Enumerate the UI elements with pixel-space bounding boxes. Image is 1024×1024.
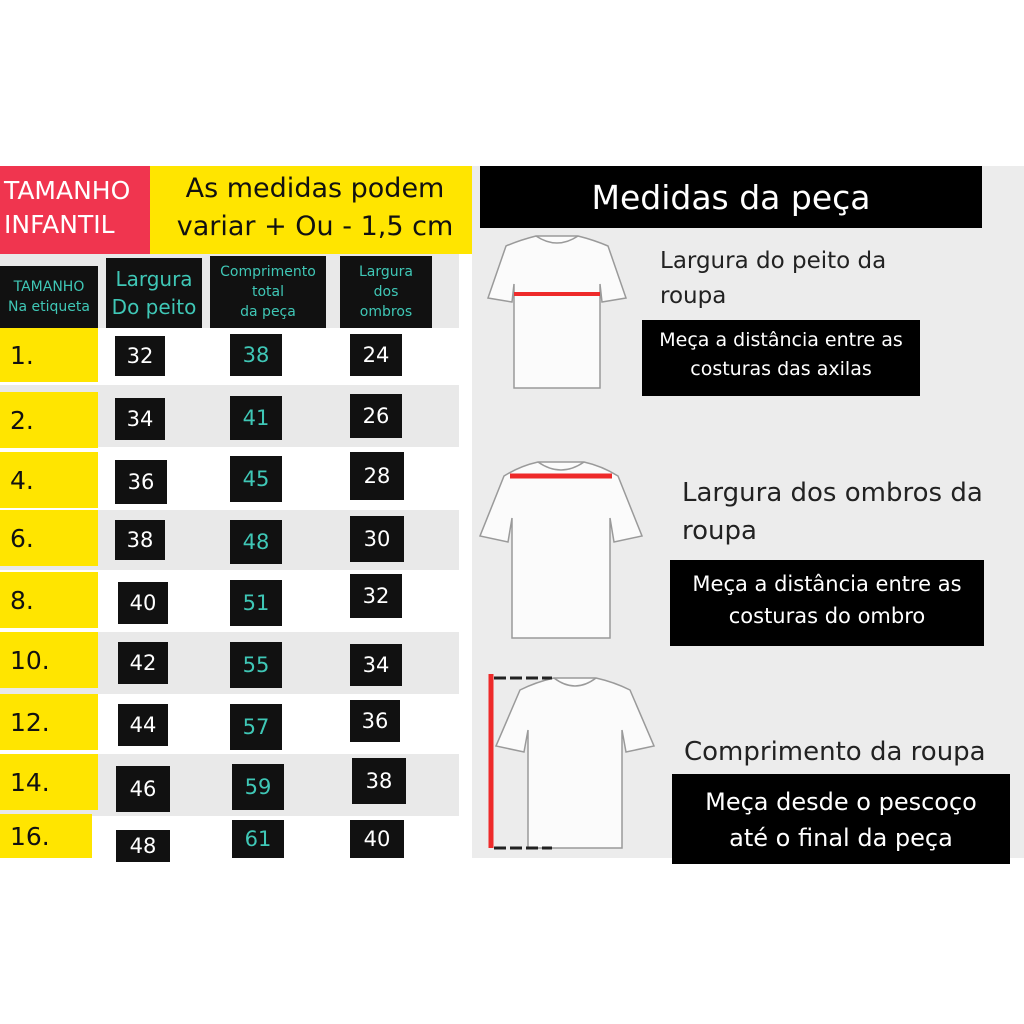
- chest-value: 38: [115, 520, 165, 560]
- chest-heading-line: roupa: [660, 283, 727, 309]
- chest-instruction: [642, 320, 920, 396]
- tolerance-line-2: variar + Ou - 1,5 cm: [176, 211, 454, 242]
- shoulder-instruction-line: Meça a distância entre as: [692, 572, 962, 596]
- length-heading: Comprimento da roupa: [684, 737, 986, 767]
- guide-title: Medidas da peça: [480, 166, 982, 228]
- chest-value: 42: [118, 642, 168, 684]
- size-label: 4.: [0, 452, 98, 508]
- column-header-text: da peça: [240, 304, 296, 320]
- shoulder-instruction: [670, 560, 984, 646]
- chest-value: 34: [115, 398, 165, 440]
- column-header-chest: [106, 258, 202, 328]
- size-category-tag: [0, 166, 150, 254]
- shoulder-heading: [682, 474, 983, 550]
- shoulders-value: 40: [350, 820, 404, 858]
- size-label: 8.: [0, 572, 98, 628]
- column-header-text: total: [251, 284, 284, 300]
- tolerance-note: [150, 166, 480, 254]
- size-label: 2.: [0, 392, 98, 448]
- chest-instruction-line: Meça a distância entre as: [659, 329, 903, 351]
- size-label: 6.: [0, 510, 98, 566]
- column-header-text: Largura: [115, 267, 193, 291]
- column-header-text: ombros: [359, 304, 413, 320]
- column-header-length: [210, 256, 326, 328]
- length-value: 57: [230, 704, 282, 750]
- length-value: 38: [230, 334, 282, 376]
- chest-heading: [660, 244, 886, 314]
- tshirt-shoulders-illustration: [476, 458, 646, 642]
- chest-instruction-line: costuras das axilas: [690, 358, 872, 380]
- shoulders-value: 34: [350, 644, 402, 686]
- chest-value: 46: [116, 766, 170, 812]
- column-header-text: Largura: [359, 264, 413, 280]
- shoulders-value: 32: [350, 574, 402, 618]
- chest-heading-line: Largura do peito da: [660, 248, 887, 274]
- shoulders-value: 26: [350, 394, 402, 438]
- column-header-text: Comprimento: [220, 264, 316, 280]
- size-label: 12.: [0, 694, 98, 750]
- length-value: 48: [230, 520, 282, 564]
- chest-value: 40: [118, 582, 168, 624]
- shoulder-instruction-line: costuras do ombro: [728, 604, 926, 628]
- tag-line-1: TAMANHO: [4, 176, 131, 205]
- chest-value: 48: [116, 830, 170, 862]
- tolerance-line-1: As medidas podem: [185, 173, 445, 204]
- column-header-text: Na etiqueta: [8, 299, 90, 315]
- column-header-shoulders: [340, 256, 432, 328]
- length-value: 59: [232, 764, 284, 810]
- size-label: 10.: [0, 632, 98, 688]
- length-value: 55: [230, 642, 282, 688]
- shoulders-value: 38: [352, 758, 406, 804]
- size-label: 14.: [0, 754, 98, 810]
- length-instruction-line: até o final da peça: [729, 824, 953, 852]
- length-instruction: [672, 774, 1010, 864]
- chest-value: 44: [118, 704, 168, 746]
- shoulders-value: 30: [350, 516, 404, 562]
- length-instruction-line: Meça desde o pescoço: [705, 788, 977, 816]
- shoulders-value: 28: [350, 452, 404, 500]
- column-header-text: TAMANHO: [13, 279, 85, 295]
- shoulders-value: 36: [350, 700, 400, 742]
- column-header-text: dos: [373, 284, 399, 300]
- length-value: 61: [232, 820, 284, 858]
- size-label: 16.: [0, 814, 92, 858]
- size-label: 1.: [0, 328, 98, 382]
- tag-line-2: INFANTIL: [4, 210, 115, 239]
- chest-value: 36: [115, 460, 167, 504]
- column-header-text: Do peito: [111, 295, 197, 319]
- shoulder-heading-line: Largura dos ombros da: [682, 478, 983, 508]
- shoulders-value: 24: [350, 334, 402, 376]
- size-table: [0, 254, 459, 858]
- tshirt-chest-illustration: [484, 232, 630, 392]
- shoulder-heading-line: roupa: [682, 516, 757, 546]
- length-value: 41: [230, 396, 282, 440]
- chest-value: 32: [115, 336, 165, 376]
- tshirt-length-illustration: [484, 672, 660, 854]
- length-value: 45: [230, 456, 282, 502]
- column-header-size: [0, 266, 98, 328]
- length-value: 51: [230, 580, 282, 626]
